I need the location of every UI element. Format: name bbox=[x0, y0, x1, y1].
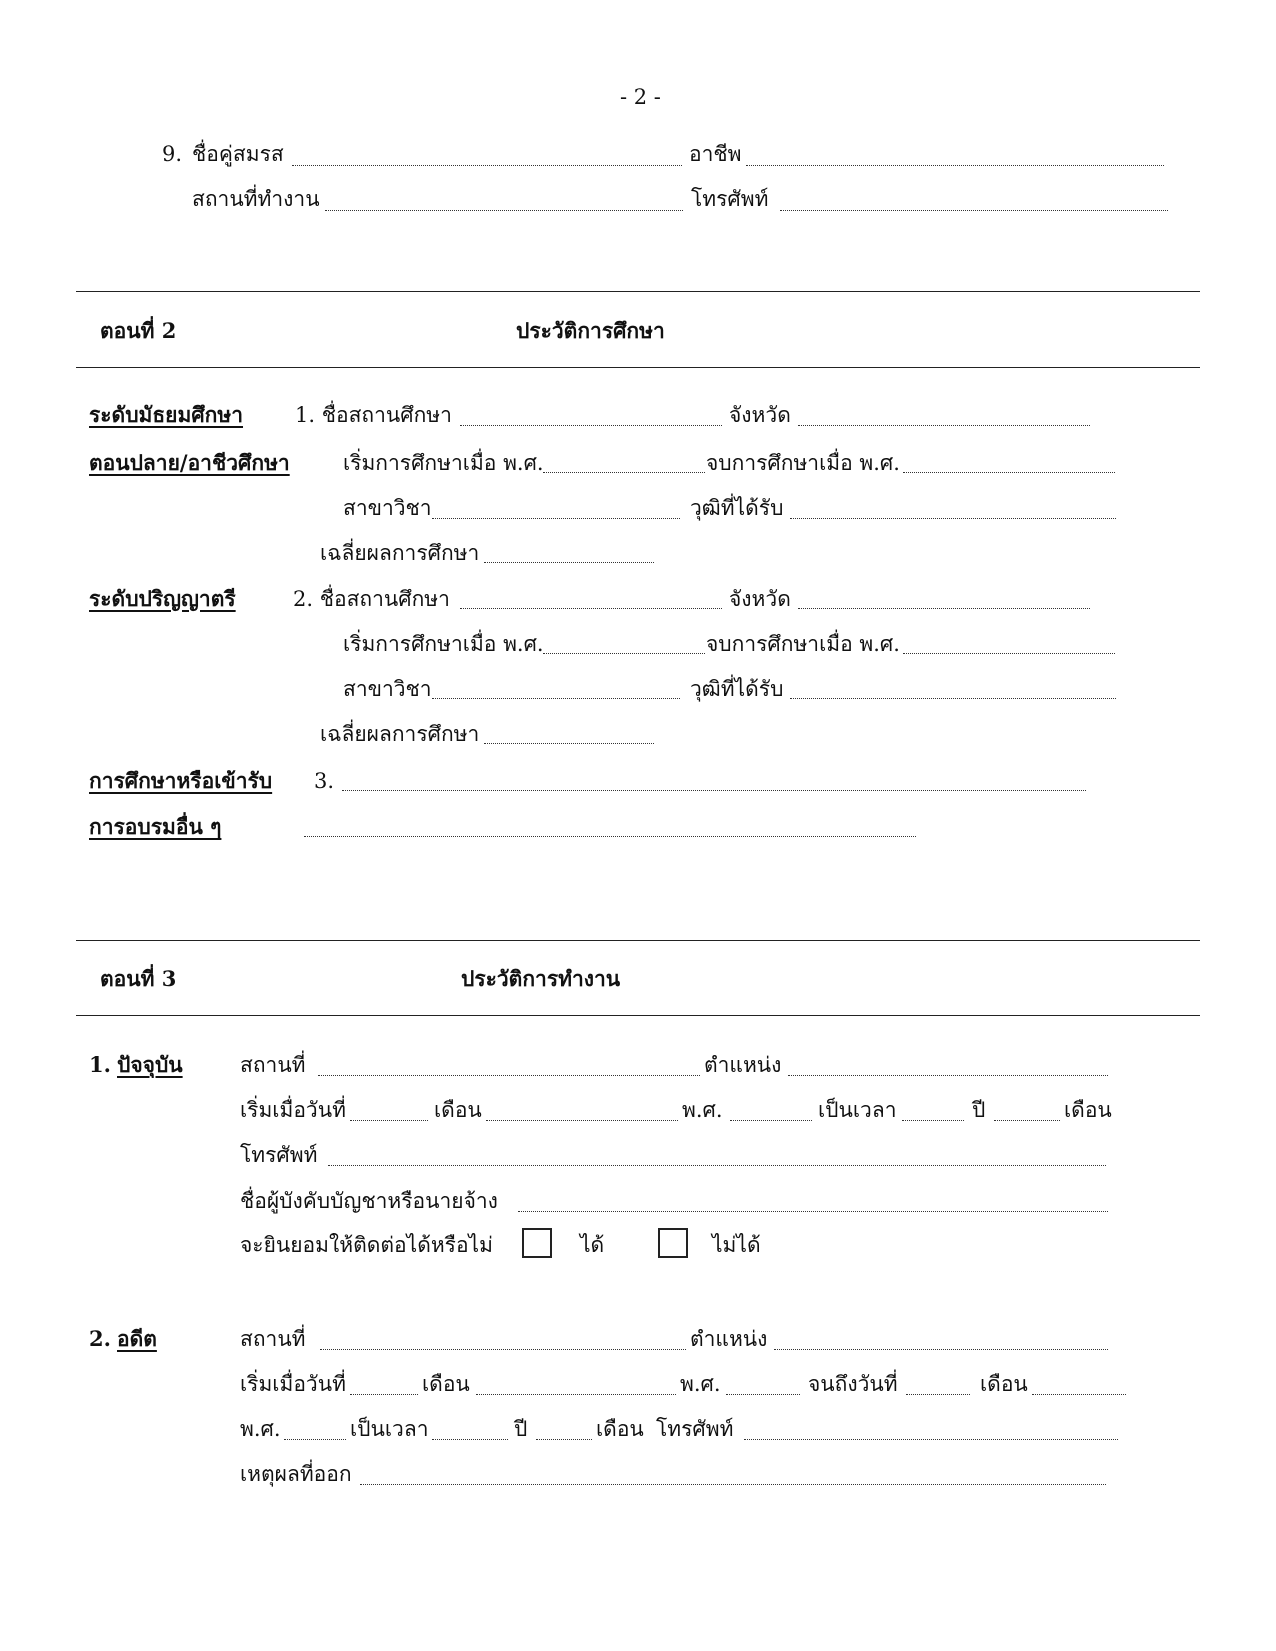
past-month2-label: เดือน bbox=[596, 1417, 644, 1441]
secondary-school-label: 1. ชื่อสถานศึกษา bbox=[295, 403, 452, 427]
current-month2-label: เดือน bbox=[1064, 1098, 1112, 1122]
other-education-label-line1: การศึกษาหรือเข้ารับ bbox=[89, 768, 273, 793]
secondary-major-field[interactable] bbox=[432, 518, 680, 519]
past-start-year-field[interactable] bbox=[726, 1394, 800, 1395]
part3-heading: ประวัติการทำงาน bbox=[461, 966, 621, 991]
spouse-workplace-field[interactable] bbox=[325, 210, 683, 211]
other-education-field-1[interactable] bbox=[342, 790, 1086, 791]
current-phone-label: โทรศัพท์ bbox=[240, 1143, 318, 1167]
current-start-date-label: เริ่มเมื่อวันที่ bbox=[240, 1098, 346, 1122]
past-duration-years-field[interactable] bbox=[432, 1439, 508, 1440]
secondary-start-label: เริ่มการศึกษาเมื่อ พ.ศ. bbox=[343, 451, 544, 475]
secondary-degree-label: วุฒิที่ได้รับ bbox=[690, 496, 784, 520]
consent-no-label: ไม่ได้ bbox=[712, 1233, 761, 1257]
current-position-field[interactable] bbox=[788, 1075, 1108, 1076]
current-place-field[interactable] bbox=[318, 1075, 700, 1076]
spouse-phone-field[interactable] bbox=[780, 210, 1168, 211]
current-month-label: เดือน bbox=[434, 1098, 482, 1122]
spouse-item-number: 9. bbox=[162, 142, 183, 166]
current-job-label: ปัจจุบัน bbox=[117, 1052, 183, 1077]
bachelor-end-label: จบการศึกษาเมื่อ พ.ศ. bbox=[706, 632, 900, 656]
current-year-label: ปี bbox=[972, 1098, 986, 1122]
bachelor-gpa-field[interactable] bbox=[484, 743, 654, 744]
bachelor-province-label: จังหวัด bbox=[729, 587, 791, 611]
past-month-end-label: เดือน bbox=[980, 1372, 1028, 1396]
bachelor-gpa-label: เฉลี่ยผลการศึกษา bbox=[320, 722, 480, 746]
section-divider bbox=[76, 1015, 1200, 1016]
past-month-label: เดือน bbox=[422, 1372, 470, 1396]
bachelor-school-label: 2. ชื่อสถานศึกษา bbox=[293, 587, 450, 611]
secondary-gpa-label: เฉลี่ยผลการศึกษา bbox=[320, 541, 480, 565]
current-phone-field[interactable] bbox=[328, 1165, 1106, 1166]
part2-heading: ประวัติการศึกษา bbox=[516, 318, 665, 343]
secondary-gpa-field[interactable] bbox=[484, 562, 654, 563]
secondary-school-field[interactable] bbox=[460, 425, 722, 426]
current-supervisor-field[interactable] bbox=[518, 1211, 1108, 1212]
current-start-year-field[interactable] bbox=[730, 1120, 812, 1121]
other-education-label-line2: การอบรมอื่น ๆ bbox=[89, 814, 222, 839]
current-start-day-field[interactable] bbox=[350, 1120, 428, 1121]
past-be-label: พ.ศ. bbox=[680, 1372, 721, 1396]
current-start-month-field[interactable] bbox=[486, 1120, 678, 1121]
past-position-field[interactable] bbox=[774, 1349, 1108, 1350]
past-job-number: 2. bbox=[89, 1326, 111, 1351]
spouse-name-label: ชื่อคู่สมรส bbox=[192, 142, 284, 166]
secondary-end-label: จบการศึกษาเมื่อ พ.ศ. bbox=[706, 451, 900, 475]
secondary-province-label: จังหวัด bbox=[729, 403, 791, 427]
past-reason-label: เหตุผลที่ออก bbox=[240, 1462, 352, 1486]
secondary-degree-field[interactable] bbox=[790, 518, 1116, 519]
bachelor-end-field[interactable] bbox=[903, 653, 1115, 654]
past-start-month-field[interactable] bbox=[476, 1394, 676, 1395]
past-phone-field[interactable] bbox=[744, 1439, 1118, 1440]
secondary-start-field[interactable] bbox=[543, 472, 705, 473]
past-place-label: สถานที่ bbox=[240, 1327, 306, 1351]
secondary-province-field[interactable] bbox=[798, 425, 1090, 426]
bachelor-start-label: เริ่มการศึกษาเมื่อ พ.ศ. bbox=[343, 632, 544, 656]
past-start-date-label: เริ่มเมื่อวันที่ bbox=[240, 1372, 346, 1396]
bachelor-degree-field[interactable] bbox=[790, 698, 1116, 699]
current-be-label: พ.ศ. bbox=[682, 1098, 723, 1122]
consent-yes-label: ได้ bbox=[580, 1233, 605, 1257]
secondary-major-label: สาขาวิชา bbox=[343, 496, 432, 520]
past-year-label: ปี bbox=[514, 1417, 528, 1441]
other-education-field-2[interactable] bbox=[304, 836, 916, 837]
bachelor-province-field[interactable] bbox=[798, 608, 1090, 609]
past-place-field[interactable] bbox=[320, 1349, 686, 1350]
past-start-day-field[interactable] bbox=[350, 1394, 418, 1395]
current-place-label: สถานที่ bbox=[240, 1053, 306, 1077]
bachelor-label: ระดับปริญญาตรี bbox=[89, 586, 236, 611]
spouse-name-field[interactable] bbox=[292, 165, 682, 166]
current-position-label: ตำแหน่ง bbox=[704, 1053, 782, 1077]
section-divider bbox=[76, 940, 1200, 941]
past-job-label: อดีต bbox=[117, 1326, 157, 1351]
current-job-number: 1. bbox=[89, 1052, 111, 1077]
secondary-end-field[interactable] bbox=[903, 472, 1115, 473]
current-duration-label: เป็นเวลา bbox=[818, 1098, 897, 1122]
current-supervisor-label: ชื่อผู้บังคับบัญชาหรือนายจ้าง bbox=[240, 1189, 498, 1213]
current-consent-label: จะยินยอมให้ติดต่อได้หรือไม่ bbox=[240, 1233, 493, 1257]
spouse-workplace-label: สถานที่ทำงาน bbox=[192, 187, 320, 211]
spouse-phone-label: โทรศัพท์ bbox=[691, 187, 769, 211]
other-education-number: 3. bbox=[314, 769, 335, 793]
bachelor-major-label: สาขาวิชา bbox=[343, 677, 432, 701]
spouse-occupation-label: อาชีพ bbox=[689, 142, 742, 166]
consent-yes-checkbox[interactable] bbox=[522, 1228, 552, 1258]
page-number: - 2 - bbox=[620, 85, 661, 109]
past-position-label: ตำแหน่ง bbox=[690, 1327, 768, 1351]
consent-no-checkbox[interactable] bbox=[658, 1228, 688, 1258]
past-end-day-field[interactable] bbox=[906, 1394, 970, 1395]
section-divider bbox=[76, 367, 1200, 368]
part3-title: ตอนที่ 3 bbox=[100, 966, 177, 991]
past-be2-label: พ.ศ. bbox=[240, 1417, 281, 1441]
secondary-label-line1: ระดับมัธยมศึกษา bbox=[89, 402, 244, 427]
part2-title: ตอนที่ 2 bbox=[100, 318, 177, 343]
current-duration-months-field[interactable] bbox=[994, 1120, 1060, 1121]
past-duration-months-field[interactable] bbox=[536, 1439, 592, 1440]
secondary-label-line2: ตอนปลาย/อาชีวศึกษา bbox=[89, 450, 290, 475]
section-divider bbox=[76, 291, 1200, 292]
past-end-month-field[interactable] bbox=[1032, 1394, 1126, 1395]
bachelor-degree-label: วุฒิที่ได้รับ bbox=[690, 677, 784, 701]
past-end-year-field[interactable] bbox=[284, 1439, 346, 1440]
past-until-label: จนถึงวันที่ bbox=[808, 1372, 898, 1396]
spouse-occupation-field[interactable] bbox=[746, 165, 1164, 166]
past-phone-label: โทรศัพท์ bbox=[656, 1417, 734, 1441]
bachelor-major-field[interactable] bbox=[432, 698, 680, 699]
past-duration-label: เป็นเวลา bbox=[350, 1417, 429, 1441]
past-reason-field[interactable] bbox=[360, 1484, 1106, 1485]
current-duration-years-field[interactable] bbox=[902, 1120, 964, 1121]
bachelor-school-field[interactable] bbox=[460, 608, 722, 609]
bachelor-start-field[interactable] bbox=[543, 653, 705, 654]
